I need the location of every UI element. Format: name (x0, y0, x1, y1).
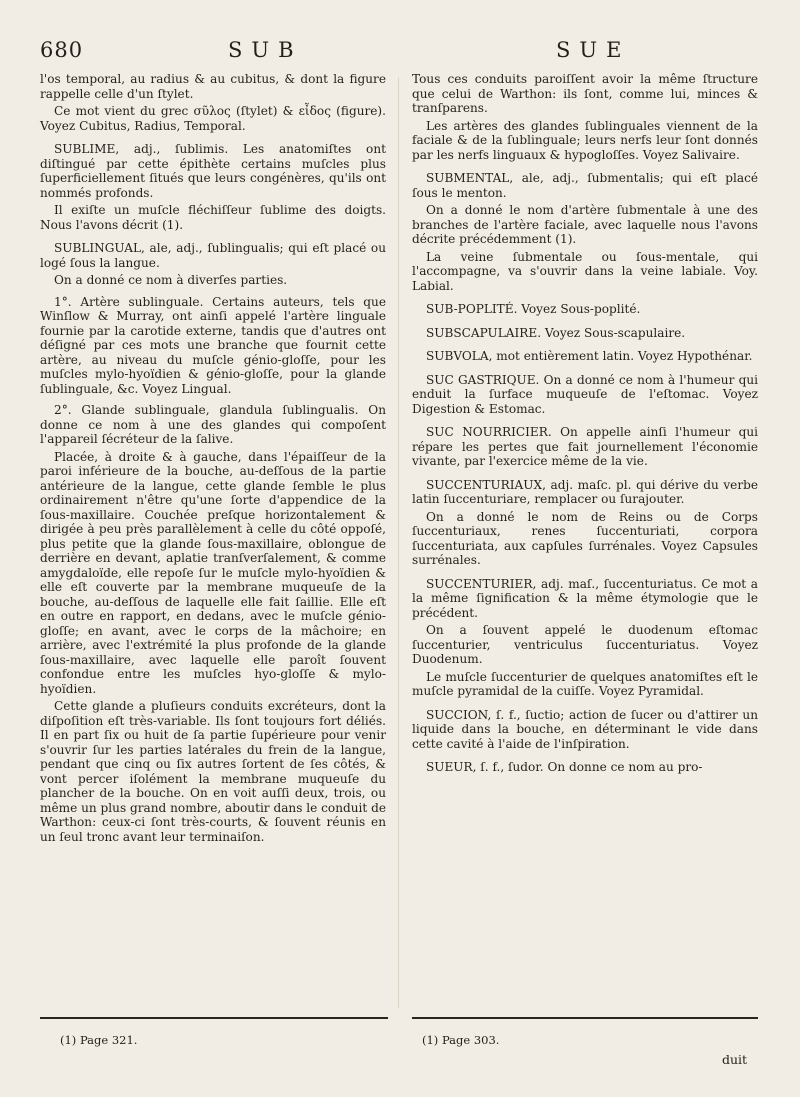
footnote-rule-right (412, 1017, 758, 1019)
paragraph: Le muſcle ſuccenturier de quelques anatomiſtes eſt le muſcle pyramidal de la cuiſſe. Voyez Pyramidal. (412, 669, 758, 698)
paragraph: On a donné ce nom à diverſes parties. (54, 273, 288, 287)
paragraph: On a ſouvent appelé le duodenum eſtomac ſuccenturier, ventriculus ſuccenturiatus. Voyez Duodenum. (412, 623, 758, 666)
subentry-artere-sublinguale: 1°. Artère sublinguale. Certains auteurs, tels que Winſlow & Murray, ont ainſi appelé l'artère linguale fournie par la carotide externe, tandis que d'autres ont déſigné par ces mots une branche que fournit cette artère, au niveau du muſcle génio-gloſſe, pour les muſcles mylo-hyoïdien & génio-gloſſe, pour la glande ſublinguale, &c. Voyez Lingual. (40, 294, 386, 396)
paragraph: Tous ces conduits paroiſſent avoir la même ſtructure que celui de Warthon: ils ſont, comme lui, minces & tranſparens. (412, 72, 758, 115)
paragraph: Cette glande a pluſieurs conduits excréteurs, dont la diſpoſition eſt très-variable. Ils ſont toujours fort déliés. Il en part ſix ou huit de ſa partie ſupérieure pour venir s'ouvrir ſur les parties latérales du frein de la langue, pendant que cinq ou ſix autres ſortent de ſes côtés, & vont percer iſolément la membrane muqueuſe du plancher de la bouche. On en voit auſſi deux, trois, ou même un plus grand nombre, aboutir dans le conduit de Warthon: ceux-ci ſont très-courts, & ſouvent réunis en un ſeul tronc avant leur terminaiſon. (40, 699, 386, 844)
paragraph: Il exiſte un muſcle fléchiſſeur ſublime des doigts. Nous l'avons décrit (1). (40, 203, 386, 232)
paragraph: On a donné le nom de Reins ou de Corps ſuccenturiaux, renes ſuccenturiati, corpora ſuccenturiata, aux capſules ſurrénales. Voyez Capsules surrénales. (412, 509, 758, 567)
paragraph: l'os temporal, au radius & au cubitus, & dont la figure rappelle celle d'un ſtylet. (40, 72, 386, 101)
paragraph: On a donné le nom d'artère ſubmentale à une des branches de l'artère faciale, avec laquelle nous l'avons décrite précédemment (1). (412, 203, 758, 246)
entry-sublime: SUBLIME, adj., ſublimis. Les anatomiſtes ont diſtingué par cette épithète certains muſcles plus ſuperficiellement ſitués que leurs congénères, qu'ils ont nommés profonds. (40, 142, 386, 200)
entry-succenturier: SUCCENTURIER, adj. maſ., ſuccenturiatus. Ce mot a la même ſignification & la même étymologie que le précédent. (412, 576, 758, 620)
entry-sub-poplite: SUB-POPLITÉ. Voyez Sous-poplité. (426, 302, 641, 316)
entry-succenturiaux: SUCCENTURIAUX, adj. maſc. pl. qui dérive du verbe latin ſuccenturiare, remplacer ou ſurajouter. (412, 477, 758, 506)
entry-suc-nourricier: SUC NOURRICIER. On appelle ainſi l'humeur qui répare les pertes que fait journellement l'économie vivante, par l'exercice même de la vie. (412, 425, 758, 468)
running-head-left: SUB (228, 38, 303, 62)
paragraph: Les artères des glandes ſublinguales viennent de la faciale & de la ſublinguale; leurs nerfs leur ſont donnés par les nerfs linguaux & hypogloſſes. Voyez Salivaire. (412, 118, 758, 162)
entry-succion: SUCCION, ſ. f., ſuctio; action de ſucer ou d'attirer un liquide dans la bouche, en déterminant le vide dans cette cavité à l'aide de l'inſpiration. (412, 707, 758, 751)
footnote-right: (1) Page 303. (422, 1033, 500, 1047)
catchword: duit (722, 1052, 748, 1067)
footnote-left: (1) Page 321. (60, 1033, 138, 1047)
paragraph: Placée, à droite & à gauche, dans l'épaiſſeur de la paroi inférieure de la bouche, au-deſſous de la partie antérieure de la langue, cette glande ſemble le plus ordinairement n'être qu'une ſorte d'appendice de la ſous-maxillaire. Couchée preſque horizontalement & dirigée à peu près parallèlement à celle du côté oppoſé, plus petite que la glande ſous-maxillaire, oblongue de derrière en devant, aplatie tranſverſalement, & comme amygdaloïde, elle repoſe ſur le muſcle mylo-hyoïdien & elle eſt couverte par la membrane muqueuſe de la bouche, au-deſſous de laquelle elle fait ſaillie. Elle eſt en outre en rapport, en dedans, avec le muſcle génio-gloſſe; en avant, avec le corps de la mâchoire; en arrière, avec l'extrémité la plus profonde de la glande ſous-maxillaire, avec laquelle elle paroît ſouvent confondue entre les muſcles hyo-gloſſe & mylo-hyoïdien. (40, 449, 386, 696)
page-header (0, 28, 800, 68)
footnote-rule-left (40, 1017, 388, 1019)
entry-subscapulaire: SUBSCAPULAIRE. Voyez Sous-scapulaire. (426, 325, 686, 340)
page-number: 680 (40, 38, 84, 62)
paragraph: Ce mot vient du grec σῦλος (ſtylet) & εἶδος (figure). Voyez Cubitus, Radius, Temporal. (40, 104, 386, 133)
column-divider (398, 78, 399, 1008)
entry-sueur: SUEUR, ſ. f., ſudor. On donne ce nom au pro- (426, 760, 703, 774)
entry-sublingual: SUBLINGUAL, ale, adj., ſublingualis; qui eſt placé ou logé ſous la langue. (40, 241, 386, 270)
right-column (412, 72, 758, 778)
paragraph: La veine ſubmentale ou ſous-mentale, qui l'accompagne, va s'ouvrir dans la veine labiale. Voy. Labial. (412, 249, 758, 293)
subentry-glande-sublinguale: 2°. Glande sublinguale, glandula ſublingualis. On donne ce nom à une des glandes qui compoſent l'appareil ſécréteur de la ſalive. (40, 403, 386, 446)
entry-suc-gastrique: SUC GASTRIQUE. On a donné ce nom à l'humeur qui enduit la ſurface muqueuſe de l'eſtomac. Voyez Digestion & Estomac. (412, 372, 758, 416)
entry-submental: SUBMENTAL, ale, adj., ſubmentalis; qui eſt placé ſous le menton. (412, 171, 758, 200)
entry-subvola: SUBVOLA, mot entièrement latin. Voyez Hypothénar. (426, 349, 753, 363)
running-head-right: SUE (556, 38, 631, 62)
left-column (40, 72, 386, 847)
